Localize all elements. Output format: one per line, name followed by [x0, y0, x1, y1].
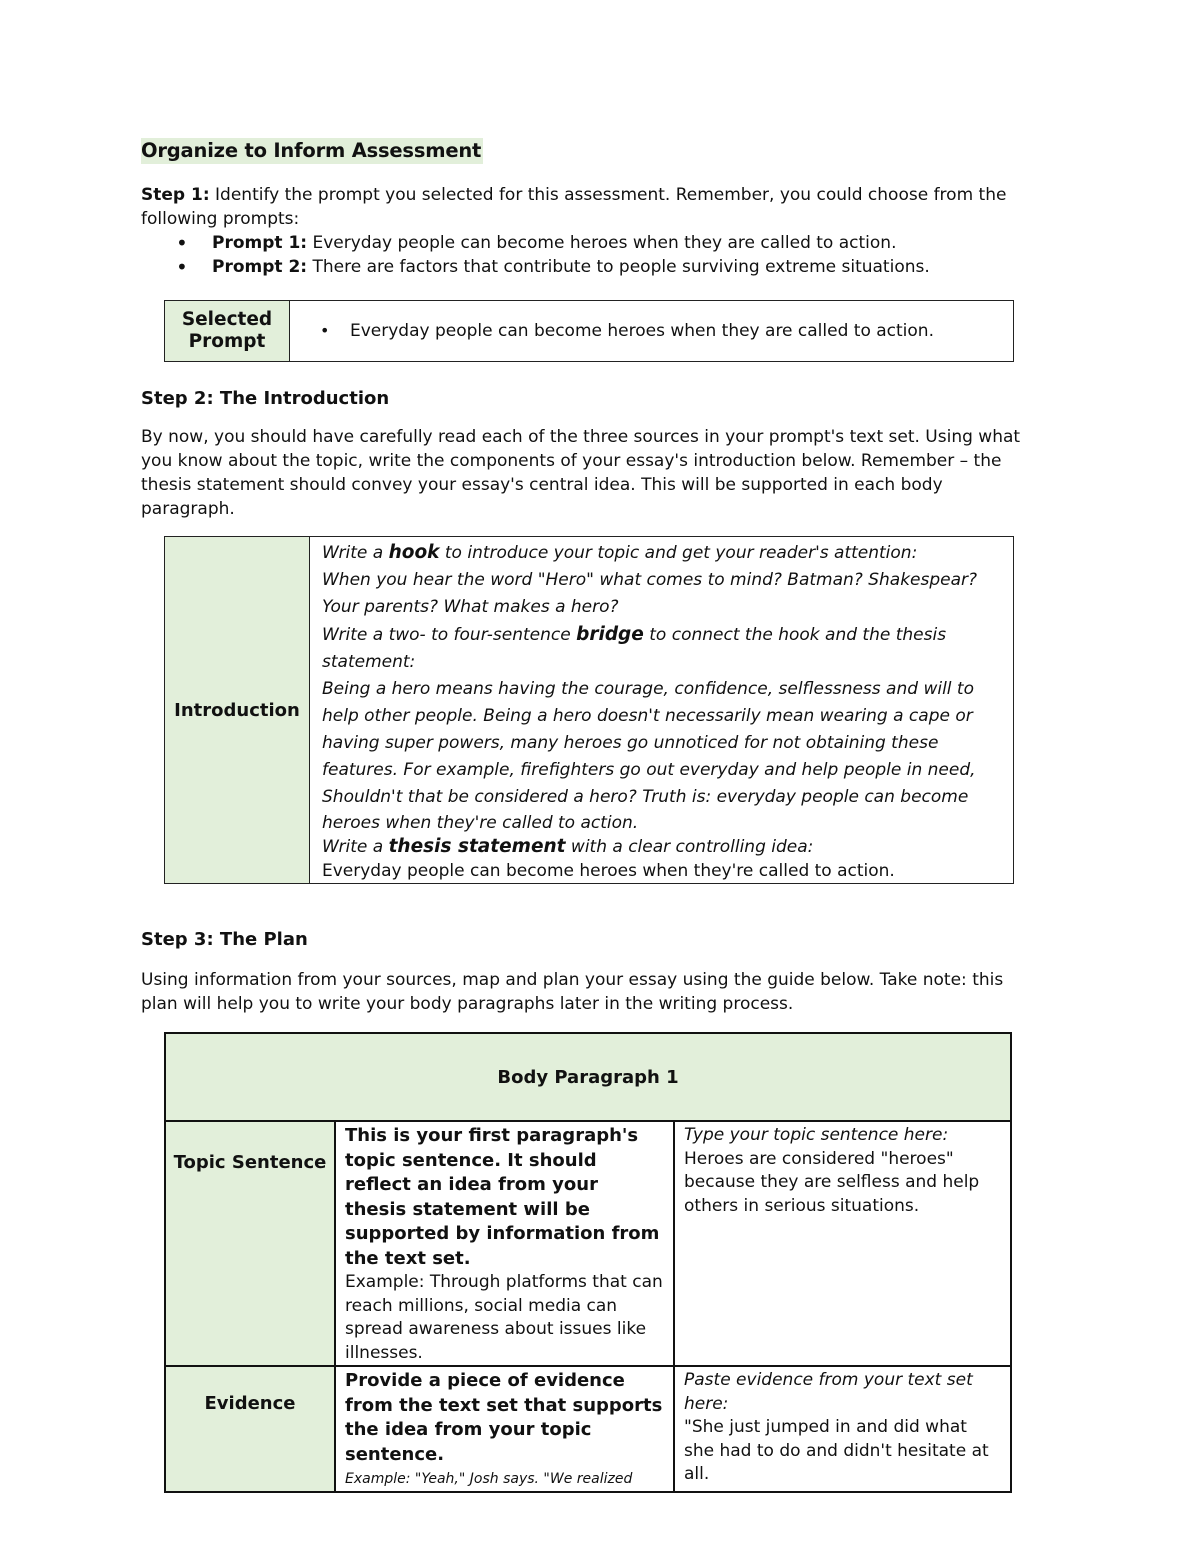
prompt-2-text: There are factors that contribute to people surviving extreme situations. [307, 257, 930, 277]
bridge-answer-line: having super powers, many heroes go unnoticed for not obtaining these [322, 733, 939, 753]
evidence-prompt: Paste evidence from your text set here: [684, 1370, 973, 1414]
body-paragraph-heading: Body Paragraph 1 [165, 1033, 1011, 1121]
selected-prompt-label [165, 301, 290, 362]
hook-answer-line-2: Your parents? What makes a hero? [322, 597, 619, 617]
document-page [141, 138, 1021, 1493]
bridge-answer-line: help other people. Being a hero doesn't necessarily mean wearing a cape or [322, 706, 973, 726]
evidence-label: Evidence [165, 1366, 335, 1492]
list-item [212, 255, 1021, 279]
selected-label-line-2: Prompt [188, 331, 266, 352]
thesis-instruction: Write a thesis statement with a clear controlling idea: [322, 836, 814, 857]
topic-instruction-cell [335, 1121, 674, 1366]
plan-table [164, 1032, 1012, 1493]
selected-prompt-value: Everyday people can become heroes when they are called to action. [350, 321, 934, 341]
prompt-list [141, 231, 1021, 279]
bridge-instruction-line-2: statement: [322, 652, 416, 672]
topic-answer: Heroes are considered "heroes" because they are selfless and help others in serious situations. [684, 1148, 980, 1216]
evidence-instruction: Provide a piece of evidence from the text set that supports the idea from your topic sentence. [345, 1370, 663, 1465]
selected-prompt-table [164, 300, 1014, 362]
introduction-table [164, 536, 1014, 884]
step2-heading: Step 2: The Introduction [141, 388, 390, 409]
topic-sentence-label: Topic Sentence [165, 1121, 335, 1366]
bridge-instruction: Write a two- to four-sentence bridge to connect the hook and the thesis [322, 624, 947, 645]
evidence-instruction-cell [335, 1366, 674, 1492]
step3-paragraph: Using information from your sources, map and plan your essay using the guide below. Take note: this plan will help you to write your body paragraphs later in the writing process. [141, 970, 1004, 1014]
evidence-answer: "She just jumped in and did what she had to do and didn't hesitate at all. [684, 1417, 989, 1484]
bullet-icon: • [320, 321, 330, 340]
introduction-label: Introduction [165, 537, 310, 884]
topic-prompt: Type your topic sentence here: [684, 1125, 949, 1145]
hook-answer-line-1: When you hear the word "Hero" what comes to mind? Batman? Shakespear? [322, 570, 978, 590]
step1-text: Identify the prompt you selected for this assessment. Remember, you could choose from the following prompts: [141, 185, 1007, 229]
topic-sentence-input[interactable] [674, 1121, 1011, 1366]
introduction-cell[interactable] [310, 537, 1014, 884]
prompt-2-label: Prompt 2: [212, 257, 308, 277]
list-item [212, 231, 1021, 255]
selected-prompt-cell[interactable] [290, 301, 1014, 362]
thesis-answer: Everyday people can become heroes when they're called to action. [322, 861, 895, 881]
hook-instruction: Write a hook to introduce your topic and get your reader's attention: [322, 542, 918, 563]
evidence-input[interactable] [674, 1366, 1011, 1492]
evidence-example: Example: "Yeah," Josh says. "We realized [345, 1471, 633, 1487]
bridge-answer-line: features. For example, firefighters go out everyday and help people in need, [322, 760, 976, 780]
selected-label-line-1: Selected [181, 309, 273, 330]
topic-example: Example: Through platforms that can reach millions, social media can spread awareness about issues like illnesses. [345, 1272, 663, 1363]
step3-heading: Step 3: The Plan [141, 929, 308, 950]
prompt-1-label: Prompt 1: [212, 233, 308, 253]
topic-instruction: This is your first paragraph's topic sentence. It should reflect an idea from your thesis statement will be supported by information from the text set. [345, 1125, 660, 1269]
step1-paragraph [141, 183, 1021, 231]
step1-label: Step 1: [141, 185, 210, 205]
bridge-answer-line: Shouldn't that be considered a hero? Truth is: everyday people can become [322, 787, 969, 807]
bridge-answer-line: heroes when they're called to action. [322, 813, 639, 833]
bridge-answer-line: Being a hero means having the courage, confidence, selflessness and will to [322, 679, 974, 699]
step2-paragraph: By now, you should have carefully read each of the three sources in your prompt's text set. Using what you know about the topic, write the components of your essay's introduction below. Remember – the thesis statement should convey your essay's central idea. This will be supported in each body paragraph. [141, 427, 1021, 519]
document-title: Organize to Inform Assessment [141, 139, 482, 162]
prompt-1-text: Everyday people can become heroes when they are called to action. [307, 233, 897, 253]
